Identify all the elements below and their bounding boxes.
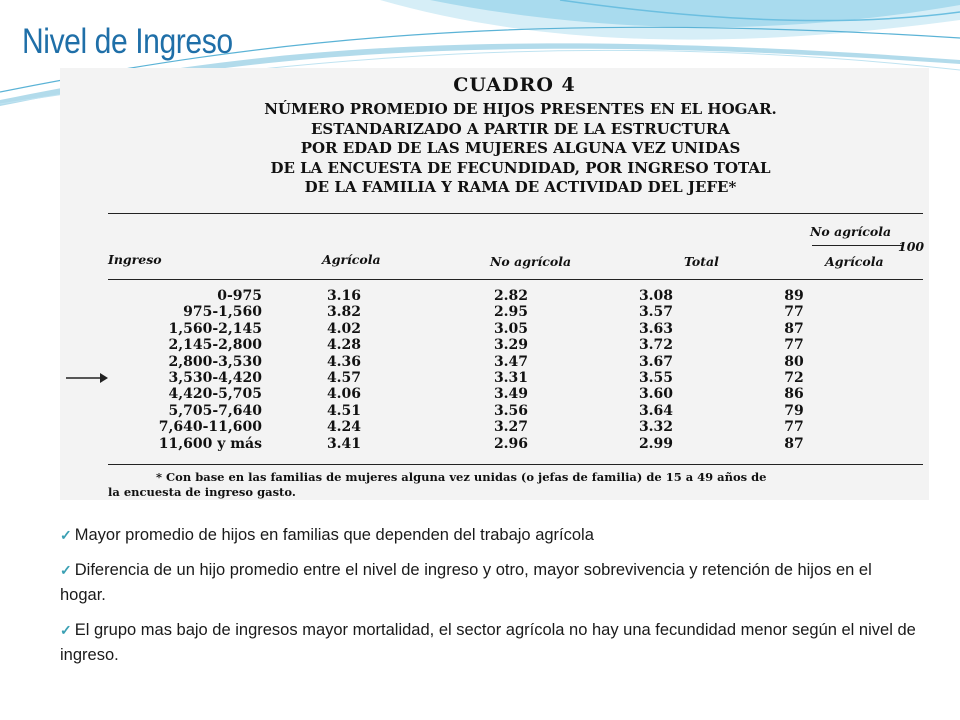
cell-agricola: 3.82 (326, 304, 362, 321)
table-row (102, 354, 872, 370)
header-agricola: Agrícola (322, 252, 381, 267)
cuadro-title-line: NÚMERO PROMEDIO DE HIJOS PRESENTES EN EL HOGAR. (264, 100, 777, 118)
cell-no-agricola: 3.29 (493, 337, 529, 354)
footnote-line-2: la encuesta de ingreso gasto. (108, 485, 296, 499)
cuadro-label: CUADRO 4 (453, 74, 576, 96)
header-ratio-bottom: Agrícola (825, 254, 884, 269)
header-ratio-factor: 100 (898, 239, 925, 254)
cell-ratio: 87 (784, 320, 804, 337)
checkmark-icon: ✓ (60, 562, 72, 578)
cell-ratio: 77 (784, 337, 804, 354)
bullet-item (60, 523, 920, 548)
cell-total: 3.67 (638, 353, 674, 370)
cell-ingreso: 5,705-7,640 (168, 402, 262, 419)
bullet-item (60, 558, 920, 608)
header-bottom-rule (108, 279, 923, 280)
table-row (102, 419, 872, 435)
cell-ingreso: 11,600 y más (158, 435, 262, 452)
cell-total: 3.32 (638, 419, 674, 436)
bullet-text: El grupo mas bajo de ingresos mayor mortalidad, el sector agrícola no hay una fecundidad menor según el nivel de ingreso. (60, 621, 916, 664)
cell-ingreso: 2,800-3,530 (168, 353, 262, 370)
cell-agricola: 3.16 (326, 288, 362, 304)
cell-agricola: 4.57 (326, 370, 362, 387)
footnote-line-1: * Con base en las familias de mujeres alguna vez unidas (o jefas de familia) de 15 a 49 años de (156, 470, 767, 484)
header-ingreso: Ingreso (108, 252, 162, 267)
cell-no-agricola: 3.31 (493, 370, 529, 387)
table-row (102, 321, 872, 337)
cuadro-title-line: POR EDAD DE LAS MUJERES ALGUNA VEZ UNIDAS (300, 139, 741, 157)
cell-total: 3.63 (638, 320, 674, 337)
checkmark-icon: ✓ (60, 527, 72, 543)
table-row (102, 370, 872, 386)
cell-ingreso: 3,530-4,420 (168, 370, 262, 387)
cell-ratio: 86 (784, 386, 804, 403)
cell-no-agricola: 3.05 (493, 320, 529, 337)
cell-no-agricola: 3.56 (493, 402, 529, 419)
cell-total: 3.60 (638, 386, 674, 403)
cell-no-agricola: 3.47 (493, 353, 529, 370)
table-row (102, 337, 872, 353)
cell-ingreso: 4,420-5,705 (168, 386, 262, 403)
checkmark-icon: ✓ (60, 622, 72, 638)
cuadro-title-line: ESTANDARIZADO A PARTIR DE LA ESTRUCTURA (310, 119, 731, 138)
cell-ratio: 79 (784, 402, 804, 419)
cell-no-agricola: 3.27 (493, 419, 529, 436)
table-row (102, 288, 872, 304)
cell-ratio: 77 (784, 304, 804, 321)
cell-agricola: 4.06 (326, 386, 362, 403)
cell-ingreso: 2,145-2,800 (168, 337, 262, 354)
cell-total: 3.55 (638, 370, 674, 387)
table-row (102, 304, 872, 320)
table-row (102, 403, 872, 419)
cell-ingreso: 1,560-2,145 (168, 320, 262, 337)
table-bottom-rule (108, 464, 923, 465)
table-row (102, 386, 872, 402)
bullet-list (60, 523, 920, 678)
cuadro-title-line: DE LA ENCUESTA DE FECUNDIDAD, POR INGRESO TOTAL (270, 158, 771, 177)
cuadro-title (60, 100, 929, 198)
cell-total: 2.99 (638, 435, 674, 452)
cell-agricola: 4.02 (326, 320, 362, 337)
cell-ratio: 89 (784, 288, 804, 304)
cell-ingreso: 975-1,560 (183, 304, 262, 321)
table-row (102, 436, 872, 452)
bullet-item (60, 618, 920, 668)
cell-total: 3.08 (638, 288, 674, 304)
scanned-table-figure (60, 68, 929, 500)
cell-ratio: 72 (784, 370, 804, 387)
cell-ratio: 77 (784, 419, 804, 436)
header-ratio-top: No agrícola (810, 224, 892, 239)
table-top-rule (108, 213, 923, 214)
cell-agricola: 4.51 (326, 402, 362, 419)
cell-ingreso: 0-975 (217, 288, 262, 304)
cell-agricola: 4.24 (326, 419, 362, 436)
cuadro-title-line: DE LA FAMILIA Y RAMA DE ACTIVIDAD DEL JEFE* (304, 178, 737, 196)
cell-no-agricola: 2.82 (493, 288, 529, 304)
cell-total: 3.72 (638, 337, 674, 354)
slide-title: Nivel de Ingreso (22, 22, 233, 61)
cell-no-agricola: 3.49 (493, 386, 529, 403)
income-table-body (102, 288, 872, 452)
cell-no-agricola: 2.95 (493, 304, 529, 321)
cell-ratio: 87 (784, 435, 804, 452)
cell-ingreso: 7,640-11,600 (158, 419, 262, 436)
cell-agricola: 3.41 (326, 435, 362, 452)
table-footnote (108, 470, 908, 500)
cell-total: 3.64 (638, 402, 674, 419)
cell-no-agricola: 2.96 (493, 435, 529, 452)
bullet-text: Diferencia de un hijo promedio entre el nivel de ingreso y otro, mayor sobrevivencia y retención de hijos en el hogar. (60, 561, 872, 604)
income-table (102, 288, 872, 452)
header-no-agricola: No agrícola (490, 254, 572, 269)
header-total: Total (684, 254, 719, 269)
cell-ratio: 80 (784, 353, 804, 370)
bullet-text: Mayor promedio de hijos en familias que dependen del trabajo agrícola (74, 526, 594, 544)
cell-total: 3.57 (638, 304, 674, 321)
ratio-fraction-line (812, 245, 904, 246)
cell-agricola: 4.36 (326, 353, 362, 370)
cell-agricola: 4.28 (326, 337, 362, 354)
